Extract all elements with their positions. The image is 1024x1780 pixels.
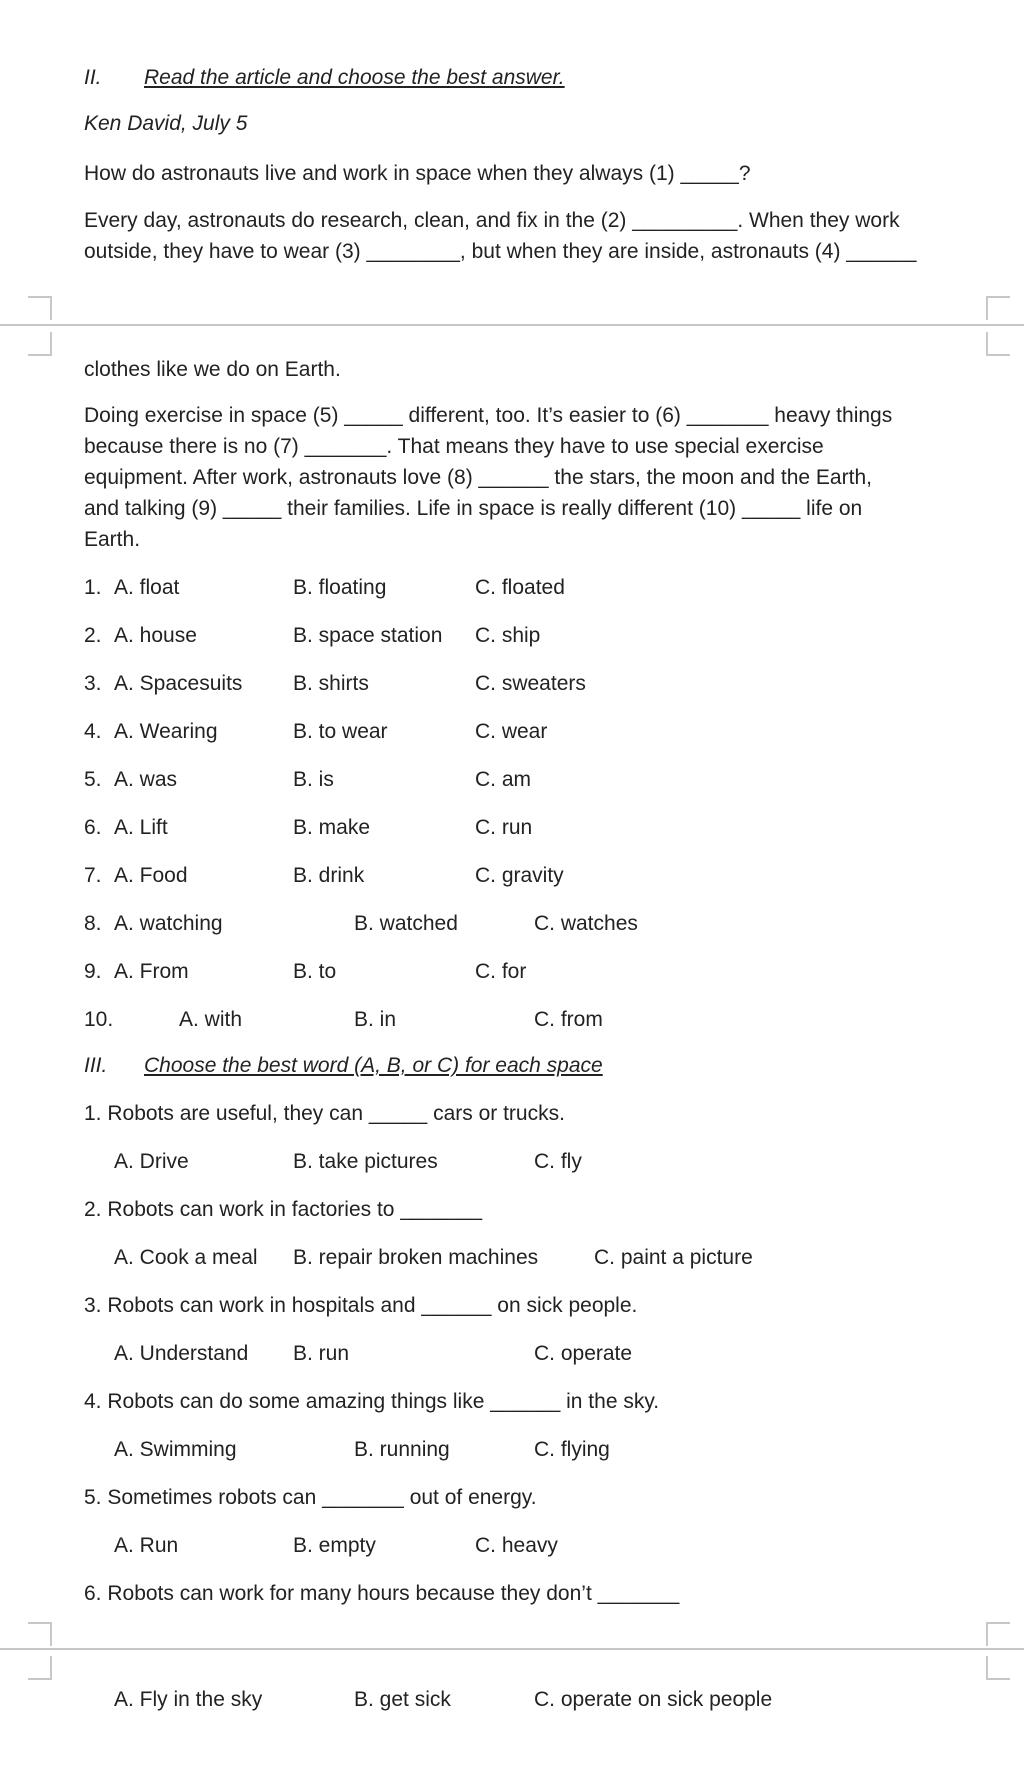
option-c: C. am: [475, 768, 532, 791]
article-byline: Ken David, July 5: [84, 112, 248, 135]
article-paragraph-3-line-4: and talking (9) _____ their families. Life in space is really different (10) _____ life on: [84, 497, 863, 520]
option-a: A. Fly in the sky: [114, 1688, 263, 1711]
section-2-number: II.: [84, 66, 102, 89]
page-corner-mark: [28, 296, 52, 320]
question-stem: 1. Robots are useful, they can _____ cars or trucks.: [84, 1102, 565, 1125]
option-a: A. Spacesuits: [114, 672, 243, 695]
option-b: B. get sick: [354, 1688, 451, 1711]
article-paragraph-3-line-5: Earth.: [84, 528, 141, 551]
option-a: A. Run: [114, 1534, 179, 1557]
option-c: C. gravity: [475, 864, 564, 887]
question-number: 6.: [84, 816, 102, 839]
question-number: 9.: [84, 960, 102, 983]
option-b: B. empty: [293, 1534, 376, 1557]
question-number: 4.: [84, 720, 102, 743]
option-c: C. ship: [475, 624, 541, 647]
question-number: 10.: [84, 1008, 114, 1031]
option-a: A. From: [114, 960, 189, 983]
section-3-number: III.: [84, 1054, 108, 1077]
option-b: B. in: [354, 1008, 397, 1031]
option-a: A. Food: [114, 864, 188, 887]
option-a: A. Swimming: [114, 1438, 237, 1461]
question-stem: 2. Robots can work in factories to _______: [84, 1198, 483, 1221]
option-a: A. Understand: [114, 1342, 249, 1365]
option-a: A. with: [179, 1008, 243, 1031]
option-c: C. sweaters: [475, 672, 586, 695]
article-paragraph-2-line-3: clothes like we do on Earth.: [84, 358, 341, 381]
option-c: C. run: [475, 816, 533, 839]
question-number: 2.: [84, 624, 102, 647]
page-break-divider: [0, 1648, 1024, 1650]
option-a: A. was: [114, 768, 178, 791]
option-c: C. from: [534, 1008, 603, 1031]
section-2-title: Read the article and choose the best answer.: [144, 66, 565, 89]
article-paragraph-1: How do astronauts live and work in space when they always (1) _____?: [84, 162, 751, 185]
option-a: A. float: [114, 576, 180, 599]
option-c: C. fly: [534, 1150, 582, 1173]
option-b: B. running: [354, 1438, 450, 1461]
question-stem: 6. Robots can work for many hours because they don’t _______: [84, 1582, 680, 1605]
question-stem: 3. Robots can work in hospitals and ______ on sick people.: [84, 1294, 638, 1317]
option-c: C. operate: [534, 1342, 633, 1365]
option-c: C. for: [475, 960, 527, 983]
option-b: B. run: [293, 1342, 350, 1365]
page-corner-mark: [28, 332, 52, 356]
article-paragraph-3-line-1: Doing exercise in space (5) _____ different, too. It’s easier to (6) _______ heavy things: [84, 404, 893, 427]
option-c: C. watches: [534, 912, 638, 935]
option-c: C. flying: [534, 1438, 610, 1461]
question-number: 5.: [84, 768, 102, 791]
page-corner-mark: [28, 1622, 52, 1646]
option-c: C. floated: [475, 576, 565, 599]
article-paragraph-3-line-3: equipment. After work, astronauts love (8) ______ the stars, the moon and the Earth,: [84, 466, 872, 489]
page-break-divider: [0, 324, 1024, 326]
option-b: B. make: [293, 816, 371, 839]
option-a: A. Wearing: [114, 720, 218, 743]
page-corner-mark: [28, 1656, 52, 1680]
option-b: B. take pictures: [293, 1150, 438, 1173]
option-b: B. space station: [293, 624, 443, 647]
page-corner-mark: [986, 1622, 1010, 1646]
option-b: B. floating: [293, 576, 387, 599]
option-a: A. Drive: [114, 1150, 189, 1173]
option-a: A. watching: [114, 912, 223, 935]
option-b: B. repair broken machines: [293, 1246, 539, 1269]
option-c: C. wear: [475, 720, 548, 743]
option-b: B. watched: [354, 912, 458, 935]
option-b: B. to wear: [293, 720, 388, 743]
section-3-title: Choose the best word (A, B, or C) for each space: [144, 1054, 603, 1077]
option-b: B. is: [293, 768, 334, 791]
option-b: B. to: [293, 960, 337, 983]
question-number: 8.: [84, 912, 102, 935]
option-b: B. shirts: [293, 672, 369, 695]
option-a: A. Lift: [114, 816, 168, 839]
question-stem: 5. Sometimes robots can _______ out of energy.: [84, 1486, 537, 1509]
option-b: B. drink: [293, 864, 365, 887]
question-stem: 4. Robots can do some amazing things like ______ in the sky.: [84, 1390, 660, 1413]
option-c: C. operate on sick people: [534, 1688, 773, 1711]
page-corner-mark: [986, 1656, 1010, 1680]
question-number: 3.: [84, 672, 102, 695]
article-paragraph-2-line-1: Every day, astronauts do research, clean, and fix in the (2) _________. When they work: [84, 209, 900, 232]
option-c: C. heavy: [475, 1534, 558, 1557]
page-corner-mark: [986, 332, 1010, 356]
option-c: C. paint a picture: [594, 1246, 753, 1269]
option-a: A. Cook a meal: [114, 1246, 258, 1269]
article-paragraph-2-line-2: outside, they have to wear (3) ________, but when they are inside, astronauts (4) ______: [84, 240, 917, 263]
question-number: 7.: [84, 864, 102, 887]
question-number: 1.: [84, 576, 102, 599]
article-paragraph-3-line-2: because there is no (7) _______. That means they have to use special exercise: [84, 435, 824, 458]
page-corner-mark: [986, 296, 1010, 320]
option-a: A. house: [114, 624, 197, 647]
